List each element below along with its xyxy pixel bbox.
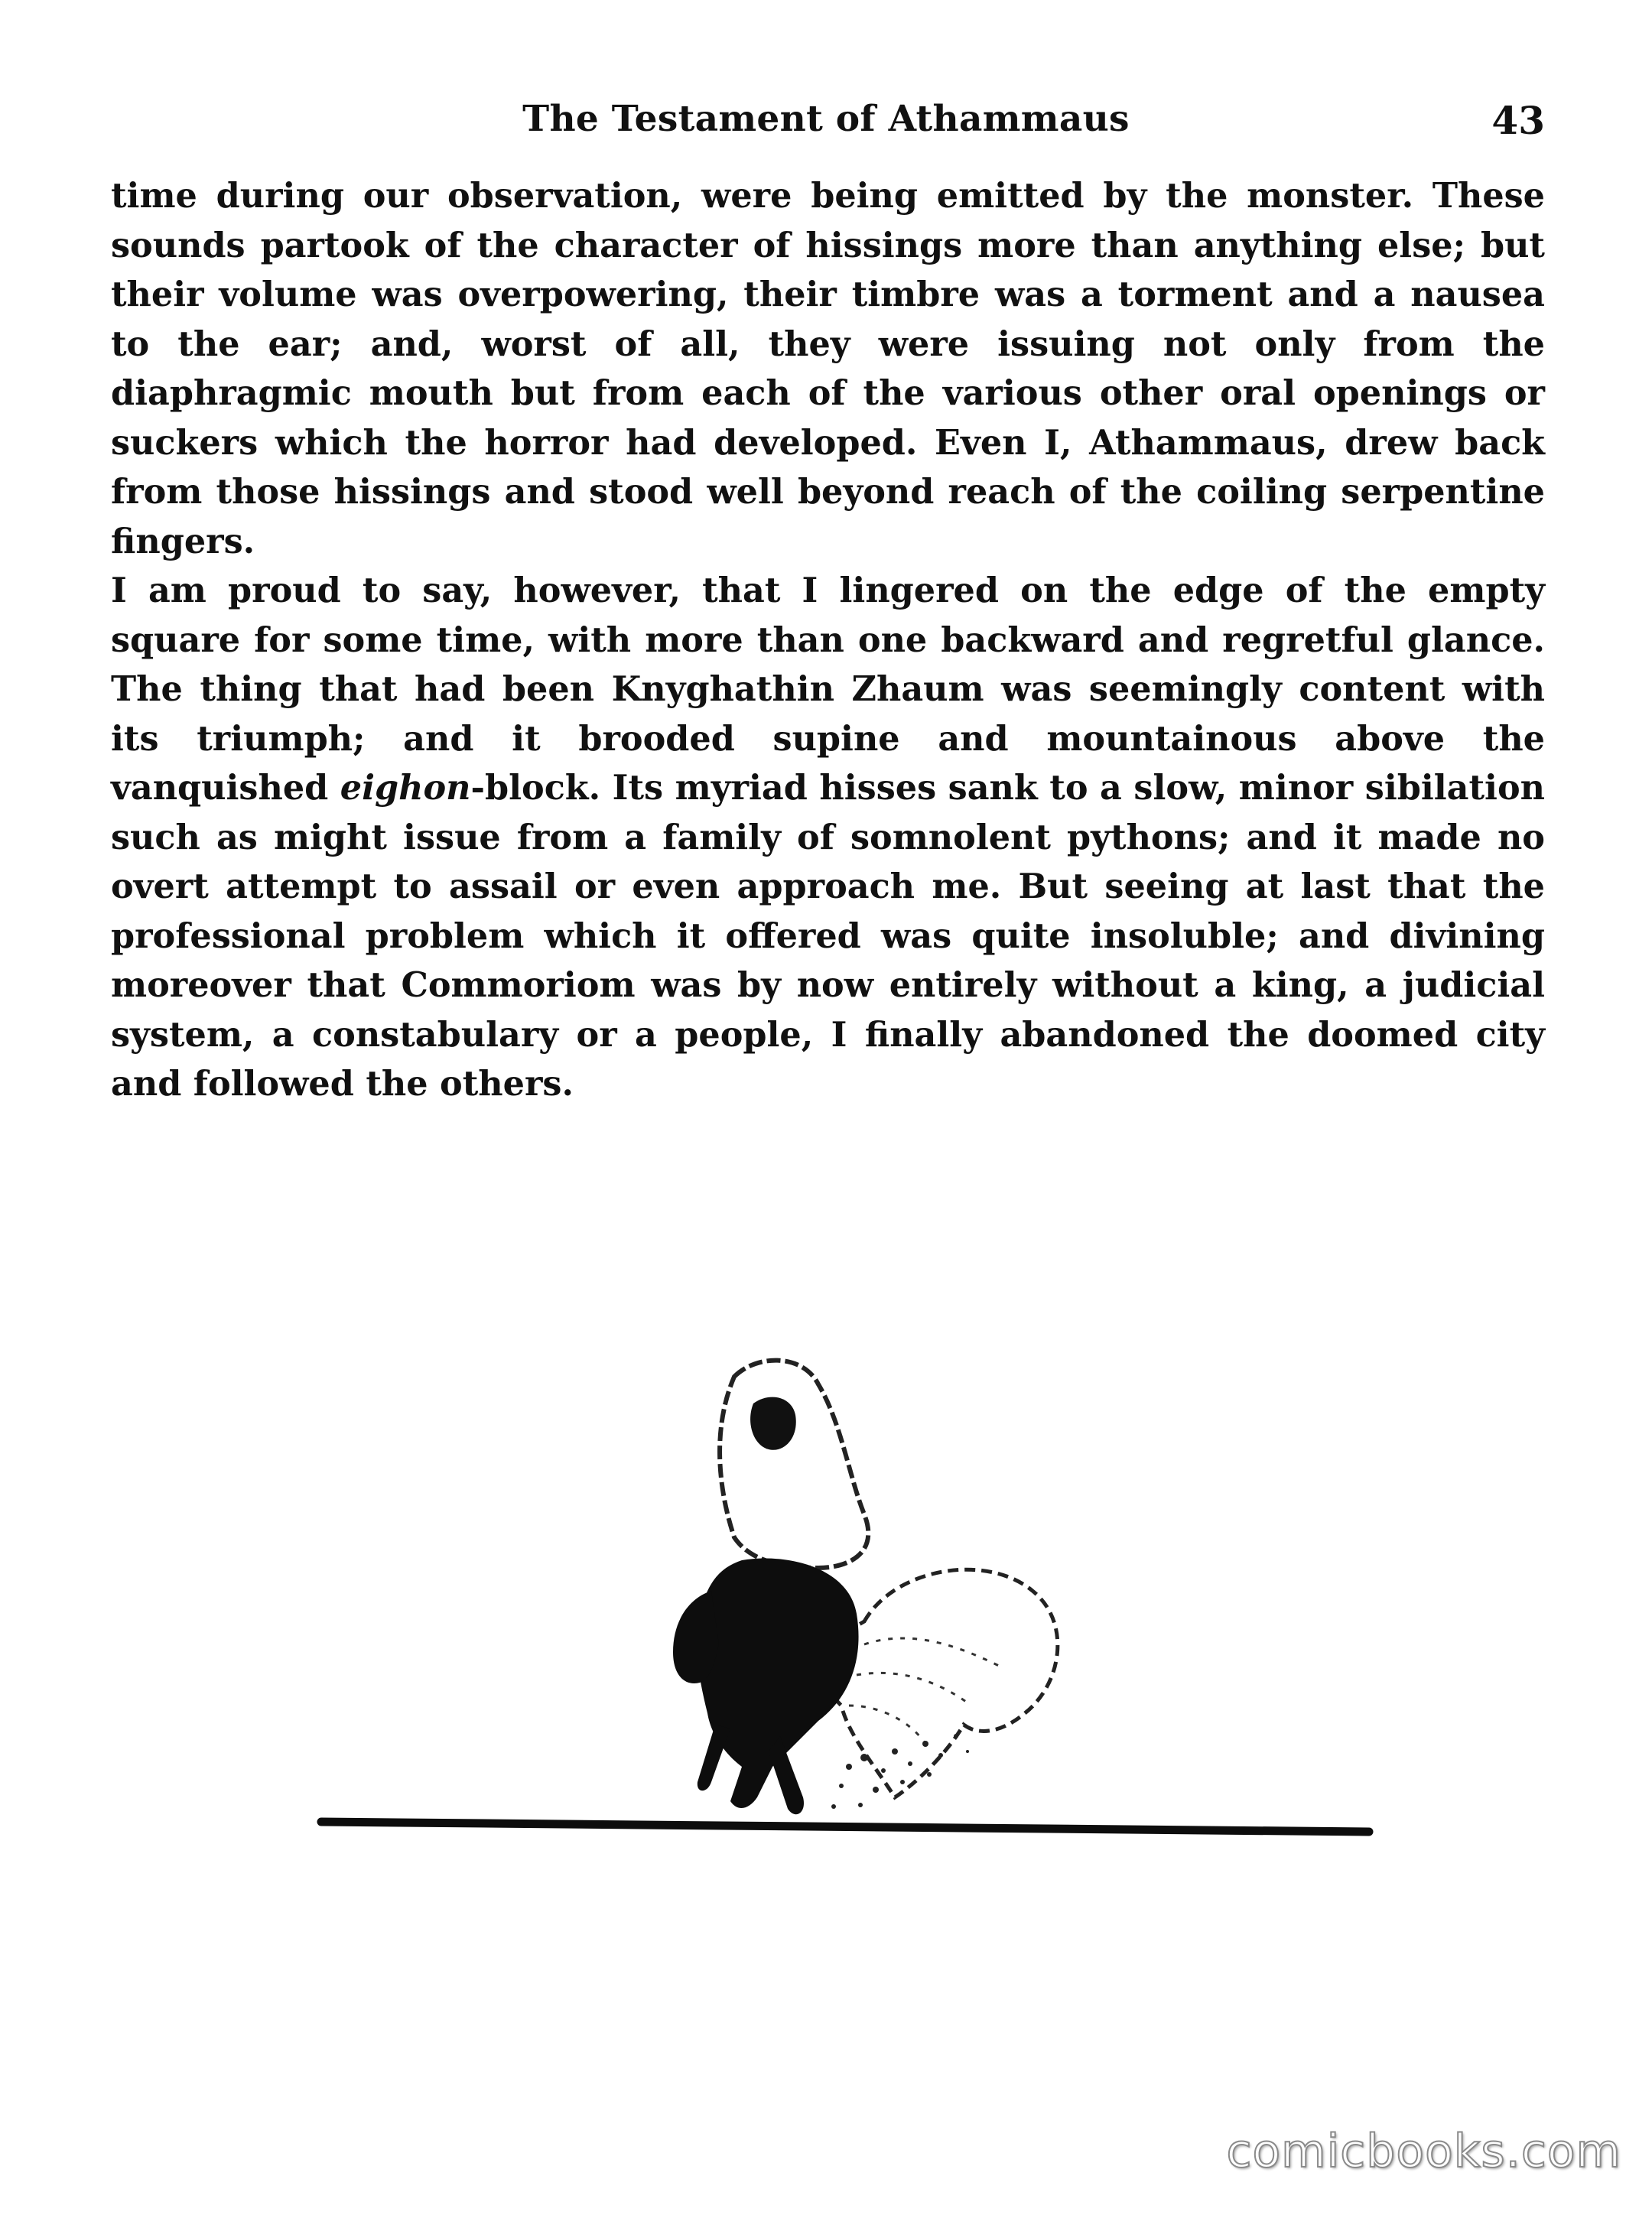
text-line: overt attempt to assail or even approach me. But seeing at last that the <box>111 867 1545 906</box>
text-line: from those hissings and stood well beyond reach of the coiling serpentine <box>111 472 1545 512</box>
running-title: The Testament of Athammaus <box>522 98 1130 140</box>
text-line: professional problem which it offered was quite insoluble; and divining <box>111 915 1545 956</box>
text-fragment: vanquished <box>111 768 340 808</box>
rider-illustration <box>314 1338 1377 1843</box>
page-number: 43 <box>1491 98 1545 143</box>
italic-word: eighon <box>340 768 471 808</box>
watermark: comicbooks.com <box>1226 2125 1621 2178</box>
text-line: I am proud to say, however, that I lingered on the edge of the empty <box>111 571 1545 610</box>
running-head <box>107 98 1545 151</box>
text-line: such as might issue from a family of somnolent pythons; and it made no <box>111 817 1545 857</box>
text-line: The thing that had been Knyghathin Zhaum was seemingly content with <box>111 669 1545 709</box>
text-line: to the ear; and, worst of all, they were issuing not only from the <box>111 324 1545 364</box>
cloak-shape <box>824 1569 1058 1797</box>
text-line-italic <box>111 763 1545 813</box>
text-line: suckers which the horror had developed. Even I, Athammaus, drew back <box>111 422 1545 463</box>
text-line: its triumph; and it brooded supine and mountainous above the <box>111 718 1545 759</box>
horse-leg <box>698 1725 730 1790</box>
text-line: their volume was overpowering, their timbre was a torment and a nausea <box>111 275 1545 314</box>
paragraph-1 <box>111 171 1545 566</box>
text-line: square for some time, with more than one backward and regretful glance. <box>111 620 1545 660</box>
rider-hood <box>720 1361 868 1568</box>
ground-line <box>321 1822 1369 1832</box>
text-line: diaphragmic mouth but from each of the various other oral openings or <box>111 373 1545 413</box>
cloak-folds <box>849 1638 1002 1744</box>
text-fragment: -block. Its myriad hisses sank to a slow, minor sibilation <box>470 768 1545 808</box>
text-line: sounds partook of the character of hissings more than anything else; but <box>111 225 1545 265</box>
body-text <box>111 171 1545 1109</box>
text-line: system, a constabulary or a people, I finally abandoned the doomed city <box>111 1014 1545 1055</box>
paragraph-2 <box>111 566 1545 1109</box>
text-line: and followed the others. <box>111 1064 574 1104</box>
text-line: fingers. <box>111 521 255 561</box>
text-line: moreover that Commoriom was by now entirely without a king, a judicial <box>111 965 1545 1005</box>
text-line: time during our observation, were being emitted by the monster. These <box>111 176 1545 216</box>
